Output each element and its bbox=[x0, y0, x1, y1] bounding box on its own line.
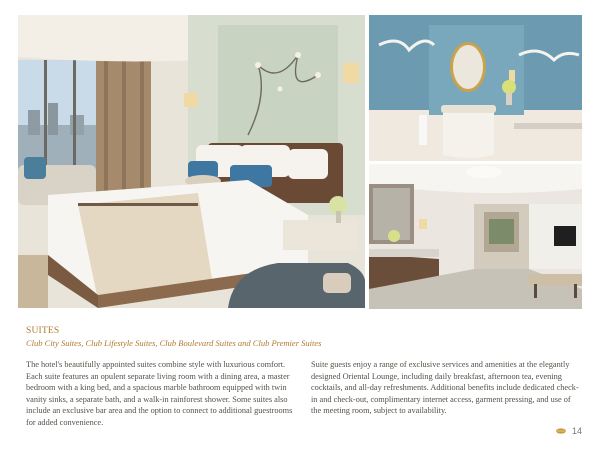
bathroom-corridor-photo bbox=[369, 164, 582, 309]
body-paragraph-right: Suite guests enjoy a range of exclusive services and amenities at the elegantly designed Oriental Lounge, including daily breakfast, afternoon tea, evening cocktails, and all-day refreshments. Additional benefits include dedicated check-in and check-out, complimentary internet access, garment pressing, and use of the meeting room, subject to availability. bbox=[311, 360, 579, 416]
gold-leaf-icon bbox=[556, 428, 566, 434]
section-heading: SUITES bbox=[26, 326, 60, 336]
body-paragraph-left: The hotel's beautifully appointed suites combine style with luxurious comfort. Each suite features an opulent separate living room with a dining area, a master bedroom with a king bed, and a spacious marble bathroom equipped with twin vanity sinks, a separate bath, and a walk-in rainforest shower. Some suites also include an exclusive bar area and the option to connect to additional guestrooms for added convenience. bbox=[26, 360, 293, 427]
page-number: 14 bbox=[571, 426, 582, 436]
bedroom-photo bbox=[18, 15, 365, 308]
section-subheading: Club City Suites, Club Lifestyle Suites, Club Boulevard Suites and Club Premier Suites bbox=[26, 338, 322, 348]
bathroom-vanity-photo bbox=[369, 15, 582, 161]
